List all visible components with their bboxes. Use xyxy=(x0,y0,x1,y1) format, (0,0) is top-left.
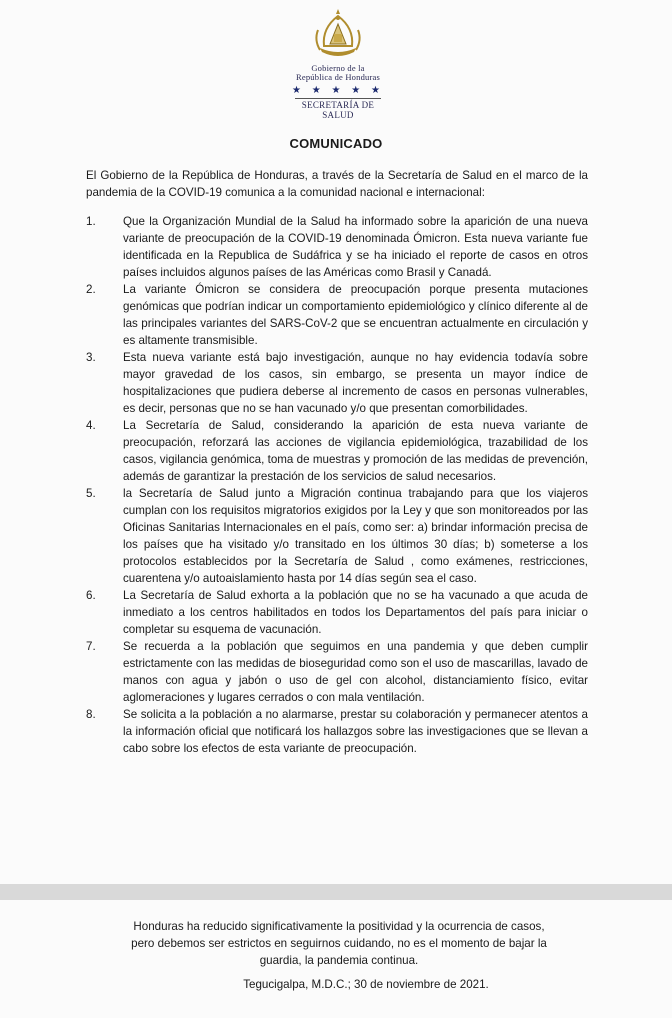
seal-line-government: Gobierno de la xyxy=(311,63,365,73)
item-text: Se solicita a la población a no alarmarse, prestar su colaboración y permanecer atentos a la información oficial que notificará los hallazgos sobre las investigaciones que se llevan a cabo sobre los efectos de esta variante de preocupación. xyxy=(123,708,588,755)
coat-of-arms-icon xyxy=(312,6,364,64)
item-text: La Secretaría de Salud, considerando la aparición de esta nueva variante de preocupación, reforzará las acciones de vigilancia epidemiológica, trazabilidad de los casos, vigilancia genómica, toma de muestras y promoción de las medidas de prevención, además de garantizar la prestación de los servicios de salud necesarios. xyxy=(123,419,588,483)
item-number: 7. xyxy=(86,640,96,653)
department-name: SECRETARÍA DE SALUD xyxy=(301,100,375,120)
item-text: La Secretaría de Salud exhorta a la población que no se ha vacunado a que acuda de inmediato a los centros habilitados en todos los Departamentos del país para iniciar o completar su esquema de vacunación. xyxy=(123,589,588,636)
item-number: 6. xyxy=(86,589,96,602)
list-item xyxy=(86,281,588,349)
item-text: Esta nueva variante está bajo investigación, aunque no hay evidencia todavía sobre mayor gravedad de los casos, sin embargo, se presenta un mayor índice de hospitalizaciones que pudiera deberse al incremento de casos en personas vulnerables, es decir, personas que no se han vacunado y/o que presentan comorbilidades. xyxy=(123,351,588,415)
item-text: Se recuerda a la población que seguimos en una pandemia y que deben cumplir estrictamente con las medidas de bioseguridad como son el uso de mascarillas, lavado de manos con agua y jabón o uso de gel con alcohol, distanciamiento físico, evitar aglomeraciones y lugares cerrados o con mala ventilación. xyxy=(123,640,588,704)
numbered-list xyxy=(86,213,588,757)
stars-icon: ★ ★ ★ ★ ★ xyxy=(292,85,384,96)
place-and-date: Tegucigalpa, M.D.C.; 30 de noviembre de 2021. xyxy=(243,978,489,991)
closing-paragraph: Honduras ha reducido significativamente la positividad y la ocurrencia de casos, pero debemos ser estrictos en seguirnos cuidando, no es el momento de bajar la guardia, la pandemia continua. xyxy=(131,920,547,967)
item-number: 1. xyxy=(86,215,96,228)
list-item xyxy=(86,349,588,417)
item-number: 8. xyxy=(86,708,96,721)
item-number: 4. xyxy=(86,419,96,432)
item-text: Que la Organización Mundial de la Salud ha informado sobre la aparición de una nueva variante de preocupación de la COVID-19 denominada Ómicron. Esta nueva variante fue identificada en la Republica de Sudáfrica y se ha iniciado el reporte de casos en otros países incluidos algunos países de las Américas como Brasil y Canadá. xyxy=(123,215,588,279)
seal-divider xyxy=(295,98,381,99)
government-seal xyxy=(286,6,390,120)
seal-line-republic: República de Honduras xyxy=(296,72,380,82)
page-title: COMUNICADO xyxy=(289,136,383,151)
item-number: 2. xyxy=(86,283,96,296)
item-text: La variante Ómicron se considera de preocupación porque presenta mutaciones genómicas que podrían indicar un comportamiento epidemiológico y clínico diferente al de las principales variantes del SARS-CoV-2 que se encuentran actualmente en circulación y es altamente transmisible. xyxy=(123,283,588,347)
list-item xyxy=(86,213,588,281)
list-item xyxy=(86,587,588,638)
list-item xyxy=(86,485,588,587)
item-number: 3. xyxy=(86,351,96,364)
list-item xyxy=(86,638,588,706)
list-item xyxy=(86,417,588,485)
item-text: la Secretaría de Salud junto a Migración continua trabajando para que los viajeros cumplan con los requisitos migratorios exigidos por la Ley y que son monitoreados por las Oficinas Sanitarias Internacionales en el país, como ser: a) brindar información precisa de los países que ha visitado y/o transitado en los últimos 30 días; b) someterse a los protocolos establecidos por la Secretaría de Salud , como exámenes, restricciones, cuarentena y/o autoaislamiento hasta por 14 días según sea el caso. xyxy=(123,487,588,585)
item-number: 5. xyxy=(86,487,96,500)
list-item xyxy=(86,706,588,757)
intro-paragraph: El Gobierno de la República de Honduras, a través de la Secretaría de Salud en el marco de la pandemia de la COVID-19 comunica a la comunidad nacional e internacional: xyxy=(86,169,588,199)
